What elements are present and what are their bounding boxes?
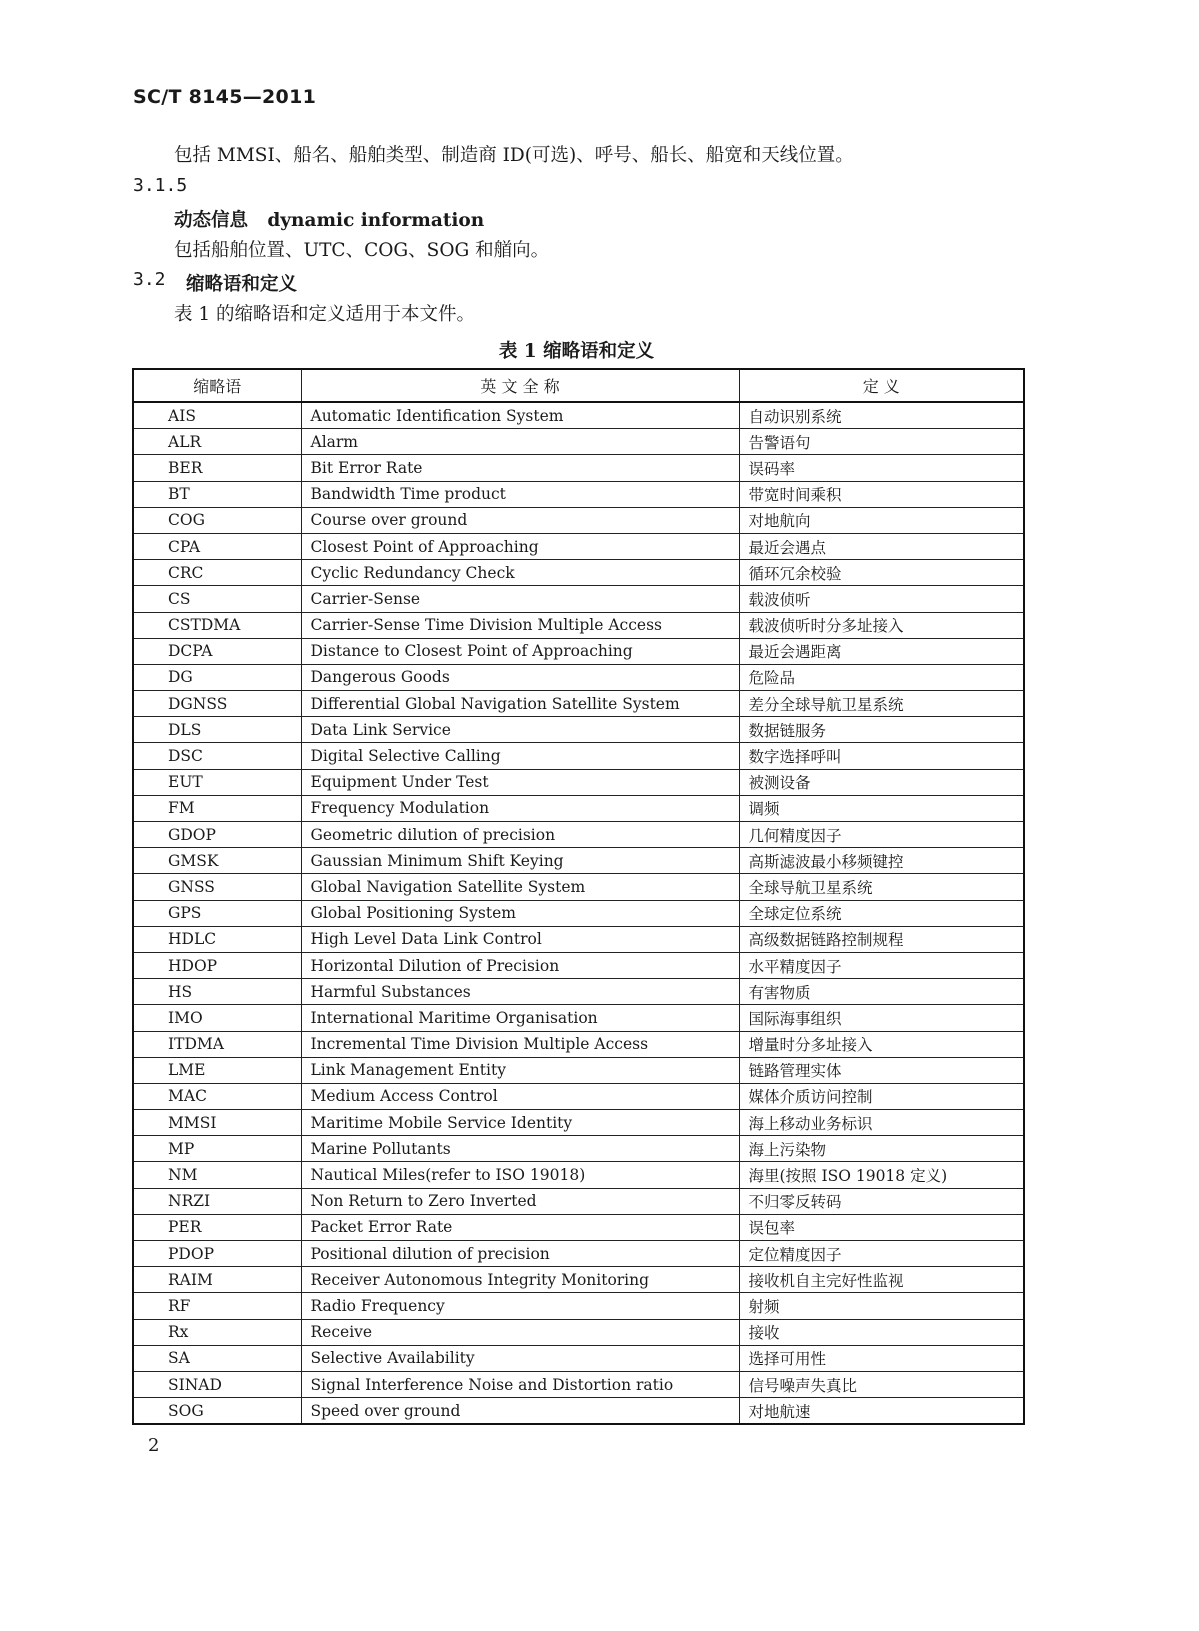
abbreviation-cell: MMSI (133, 1110, 301, 1136)
table-row (133, 1241, 1024, 1267)
abbreviation-cell: MP (133, 1136, 301, 1162)
definition-cell: 误包率 (739, 1214, 1024, 1240)
abbreviation-cell: DG (133, 664, 301, 690)
table-row (133, 1005, 1024, 1031)
table-row (133, 455, 1024, 481)
english-name-cell: Nautical Miles(refer to ISO 19018) (301, 1162, 739, 1188)
table-row (133, 1188, 1024, 1214)
static-info-description: 包括 MMSI、船名、船舶类型、制造商 ID(可选)、呼号、船长、船宽和天线位置。 (174, 145, 854, 166)
abbreviation-cell: GPS (133, 900, 301, 926)
english-name-cell: Course over ground (301, 507, 739, 533)
table-row (133, 795, 1024, 821)
table-row (133, 402, 1024, 429)
abbreviation-cell: CS (133, 586, 301, 612)
definition-cell: 数据链服务 (739, 717, 1024, 743)
english-name-cell: Link Management Entity (301, 1057, 739, 1083)
definition-cell: 最近会遇距离 (739, 638, 1024, 664)
english-name-cell: Cyclic Redundancy Check (301, 560, 739, 586)
table-row (133, 1057, 1024, 1083)
term-english: dynamic information (267, 210, 485, 231)
abbreviation-cell: FM (133, 795, 301, 821)
table-caption: 表 1 缩略语和定义 (498, 341, 655, 362)
abbreviation-cell: MAC (133, 1083, 301, 1109)
english-name-cell: Marine Pollutants (301, 1136, 739, 1162)
table-row (133, 481, 1024, 507)
english-name-cell: Dangerous Goods (301, 664, 739, 690)
table-row (133, 560, 1024, 586)
definition-cell: 载波侦听 (739, 586, 1024, 612)
definition-cell: 信号噪声失真比 (739, 1371, 1024, 1397)
abbreviation-cell: SA (133, 1345, 301, 1371)
english-name-cell: Equipment Under Test (301, 769, 739, 795)
definition-cell: 全球定位系统 (739, 900, 1024, 926)
english-name-cell: Bit Error Rate (301, 455, 739, 481)
abbreviation-cell: COG (133, 507, 301, 533)
abbreviation-cell: ALR (133, 429, 301, 455)
table-row (133, 507, 1024, 533)
table-row (133, 848, 1024, 874)
table-row (133, 1293, 1024, 1319)
english-name-cell: Bandwidth Time product (301, 481, 739, 507)
definition-cell: 海里(按照 ISO 19018 定义) (739, 1162, 1024, 1188)
definition-cell: 全球导航卫星系统 (739, 874, 1024, 900)
english-name-cell: Medium Access Control (301, 1083, 739, 1109)
abbreviation-cell: ITDMA (133, 1031, 301, 1057)
table-row (133, 429, 1024, 455)
table-row (133, 586, 1024, 612)
english-name-cell: Carrier-Sense Time Division Multiple Access (301, 612, 739, 638)
definition-cell: 不归零反转码 (739, 1188, 1024, 1214)
table-row (133, 769, 1024, 795)
document-code: SC/T 8145—2011 (133, 86, 317, 108)
definition-cell: 对地航速 (739, 1398, 1024, 1425)
table-row (133, 952, 1024, 978)
definition-cell: 危险品 (739, 664, 1024, 690)
english-name-cell: Data Link Service (301, 717, 739, 743)
definition-cell: 对地航向 (739, 507, 1024, 533)
definition-cell: 链路管理实体 (739, 1057, 1024, 1083)
abbreviation-cell: GDOP (133, 822, 301, 848)
definition-cell: 高级数据链路控制规程 (739, 926, 1024, 952)
definition-cell: 最近会遇点 (739, 533, 1024, 559)
english-name-cell: Signal Interference Noise and Distortion ratio (301, 1371, 739, 1397)
abbreviation-cell: RF (133, 1293, 301, 1319)
abbreviation-cell: DCPA (133, 638, 301, 664)
definition-cell: 被测设备 (739, 769, 1024, 795)
definition-cell: 有害物质 (739, 979, 1024, 1005)
english-name-cell: Differential Global Navigation Satellite System (301, 691, 739, 717)
abbreviation-cell: DGNSS (133, 691, 301, 717)
abbreviation-cell: BT (133, 481, 301, 507)
table-row (133, 1162, 1024, 1188)
abbreviation-cell: AIS (133, 402, 301, 429)
english-name-cell: Geometric dilution of precision (301, 822, 739, 848)
definition-cell: 载波侦听时分多址接入 (739, 612, 1024, 638)
clause-number-3-2: 3.2 (133, 269, 166, 290)
definition-cell: 海上移动业务标识 (739, 1110, 1024, 1136)
definition-cell: 水平精度因子 (739, 952, 1024, 978)
table-row (133, 664, 1024, 690)
english-name-cell: Alarm (301, 429, 739, 455)
definition-cell: 定位精度因子 (739, 1241, 1024, 1267)
english-name-cell: Harmful Substances (301, 979, 739, 1005)
table-row (133, 874, 1024, 900)
abbreviation-cell: GMSK (133, 848, 301, 874)
abbreviation-cell: CPA (133, 533, 301, 559)
table-row (133, 691, 1024, 717)
table-row (133, 979, 1024, 1005)
table-row (133, 1398, 1024, 1425)
table-row (133, 1267, 1024, 1293)
definition-cell: 射频 (739, 1293, 1024, 1319)
table-row (133, 1110, 1024, 1136)
abbreviation-cell: HDLC (133, 926, 301, 952)
abbreviation-cell: HS (133, 979, 301, 1005)
table-row (133, 900, 1024, 926)
definition-cell: 接收 (739, 1319, 1024, 1345)
english-name-cell: Automatic Identification System (301, 402, 739, 429)
abbreviation-cell: SOG (133, 1398, 301, 1425)
page-number: 2 (148, 1435, 160, 1456)
table-row (133, 822, 1024, 848)
abbreviation-cell: CRC (133, 560, 301, 586)
table-row (133, 612, 1024, 638)
english-name-cell: Selective Availability (301, 1345, 739, 1371)
english-name-cell: Carrier-Sense (301, 586, 739, 612)
table-row (133, 1371, 1024, 1397)
definition-cell: 差分全球导航卫星系统 (739, 691, 1024, 717)
table-row (133, 1345, 1024, 1371)
definition-cell: 循环冗余校验 (739, 560, 1024, 586)
section-intro: 表 1 的缩略语和定义适用于本文件。 (174, 304, 476, 325)
definition-cell: 高斯滤波最小移频键控 (739, 848, 1024, 874)
abbreviation-cell: RAIM (133, 1267, 301, 1293)
term-dynamic-information (174, 206, 484, 232)
abbreviation-cell: LME (133, 1057, 301, 1083)
clause-number-3-1-5: 3.1.5 (133, 175, 188, 196)
english-name-cell: Receive (301, 1319, 739, 1345)
table-row (133, 926, 1024, 952)
english-name-cell: High Level Data Link Control (301, 926, 739, 952)
abbreviation-cell: PER (133, 1214, 301, 1240)
term-chinese: 动态信息 (174, 210, 249, 231)
definition-cell: 带宽时间乘积 (739, 481, 1024, 507)
abbreviation-cell: Rx (133, 1319, 301, 1345)
english-name-cell: Distance to Closest Point of Approaching (301, 638, 739, 664)
table-row (133, 1031, 1024, 1057)
definition-cell: 选择可用性 (739, 1345, 1024, 1371)
english-name-cell: Gaussian Minimum Shift Keying (301, 848, 739, 874)
definition-cell: 国际海事组织 (739, 1005, 1024, 1031)
abbreviation-cell: NM (133, 1162, 301, 1188)
table-row (133, 638, 1024, 664)
abbreviation-cell: NRZI (133, 1188, 301, 1214)
abbreviation-cell: BER (133, 455, 301, 481)
header-abbreviation: 缩略语 (133, 369, 301, 402)
english-name-cell: Packet Error Rate (301, 1214, 739, 1240)
table-row (133, 1319, 1024, 1345)
definition-cell: 调频 (739, 795, 1024, 821)
english-name-cell: International Maritime Organisation (301, 1005, 739, 1031)
definition-cell: 误码率 (739, 455, 1024, 481)
definition-cell: 增量时分多址接入 (739, 1031, 1024, 1057)
english-name-cell: Maritime Mobile Service Identity (301, 1110, 739, 1136)
definition-cell: 告警语句 (739, 429, 1024, 455)
definition-cell: 接收机自主完好性监视 (739, 1267, 1024, 1293)
english-name-cell: Closest Point of Approaching (301, 533, 739, 559)
english-name-cell: Digital Selective Calling (301, 743, 739, 769)
abbreviation-cell: GNSS (133, 874, 301, 900)
clause-title-3-2: 缩略语和定义 (186, 274, 298, 295)
definition-cell: 媒体介质访问控制 (739, 1083, 1024, 1109)
abbreviation-cell: CSTDMA (133, 612, 301, 638)
definition-cell: 数字选择呼叫 (739, 743, 1024, 769)
english-name-cell: Incremental Time Division Multiple Access (301, 1031, 739, 1057)
abbreviation-cell: DSC (133, 743, 301, 769)
dynamic-info-description: 包括船舶位置、UTC、COG、SOG 和艏向。 (174, 240, 550, 261)
english-name-cell: Receiver Autonomous Integrity Monitoring (301, 1267, 739, 1293)
abbreviation-cell: DLS (133, 717, 301, 743)
abbreviation-cell: HDOP (133, 952, 301, 978)
abbreviation-cell: SINAD (133, 1371, 301, 1397)
definition-cell: 几何精度因子 (739, 822, 1024, 848)
english-name-cell: Global Navigation Satellite System (301, 874, 739, 900)
table-header-row (133, 369, 1024, 402)
table-body (133, 402, 1024, 1424)
definition-cell: 自动识别系统 (739, 402, 1024, 429)
table-row (133, 533, 1024, 559)
table-row (133, 717, 1024, 743)
english-name-cell: Positional dilution of precision (301, 1241, 739, 1267)
abbreviation-cell: PDOP (133, 1241, 301, 1267)
table-row (133, 1083, 1024, 1109)
table-row (133, 743, 1024, 769)
table-row (133, 1136, 1024, 1162)
definition-cell: 海上污染物 (739, 1136, 1024, 1162)
header-english-name: 英 文 全 称 (301, 369, 739, 402)
abbreviation-table (132, 368, 1025, 1425)
english-name-cell: Frequency Modulation (301, 795, 739, 821)
abbreviation-cell: EUT (133, 769, 301, 795)
abbreviation-cell: IMO (133, 1005, 301, 1031)
english-name-cell: Horizontal Dilution of Precision (301, 952, 739, 978)
table-row (133, 1214, 1024, 1240)
english-name-cell: Speed over ground (301, 1398, 739, 1425)
header-definition: 定 义 (739, 369, 1024, 402)
english-name-cell: Non Return to Zero Inverted (301, 1188, 739, 1214)
english-name-cell: Radio Frequency (301, 1293, 739, 1319)
english-name-cell: Global Positioning System (301, 900, 739, 926)
